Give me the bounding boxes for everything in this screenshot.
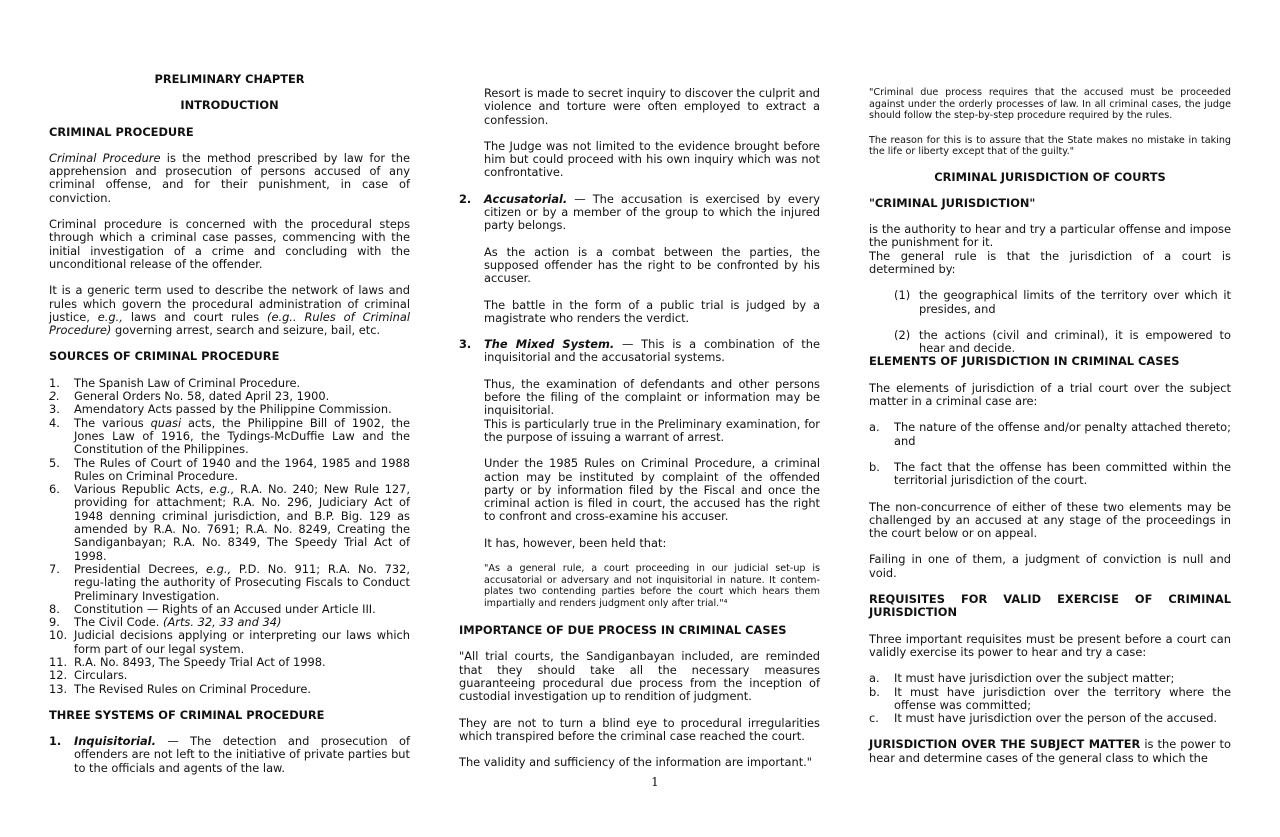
column-right <box>869 87 1231 778</box>
quote-general-rule: "As a general rule, a court proceeding in our judicial set-up is accusatorial or adversary and not inquisitorial in nature. It contem-plates two contending parties before the court which hears them impartially and renders judgment only after trial."⁴ <box>484 563 820 609</box>
page-number: 1 <box>651 775 659 789</box>
heading-elements: ELEMENTS OF JURISDICTION IN CRIMINAL CASES <box>869 354 1180 369</box>
list-item: 9. The Civil Code. (Arts. 32, 33 and 34) <box>49 615 282 630</box>
heading-requisites: REQUISITES FOR VALID EXERCISE OF CRIMINAL JURISDICTION <box>869 592 1231 620</box>
list-item: (1) the geographical limits of the territory over which it presides, and <box>894 288 1231 316</box>
list-item: 6. Various Republic Acts, e.g., R.A. No. 240; New Rule 127, providing for attachment; R.A. No. 296, Judiciary Act of 1948 denning criminal jurisdiction, and B.P. Big. 129 as amended by R.A. No. 7691; R.A. No. 8249, Creating the Sandiganbayan; R.A. No. 8349, The Speedy Trial Act of 1998. <box>49 482 410 563</box>
column-left <box>49 73 410 788</box>
paragraph-non-concurrence: The non-concurrence of either of these two elements may be challenged by an accused at any stage of the proceedings in the court below or on appeal. <box>869 499 1231 541</box>
system-mixed: 3. The Mixed System. — This is a combination of the inquisitorial and the accusatorial systems. <box>459 337 820 365</box>
list-item: 2. General Orders No. 58, dated April 23, 1900. <box>49 389 330 404</box>
list-item: 3. Amendatory Acts passed by the Philippine Commission. <box>49 402 392 417</box>
list-item: c. It must have jurisdiction over the person of the accused. <box>869 711 1218 726</box>
heading-criminal-jurisdiction-courts: CRIMINAL JURISDICTION OF COURTS <box>934 169 1166 184</box>
quote-due-process: "Criminal due process requires that the accused must be proceeded against under the orderly processes of law. In all criminal cases, the judge should follow the step-by-step procedure required by the rules. <box>869 87 1231 121</box>
column-middle <box>459 87 820 782</box>
requisites-list <box>869 672 1231 725</box>
heading-criminal-jurisdiction: "CRIMINAL JURISDICTION" <box>869 195 1036 210</box>
sources-list <box>49 377 410 696</box>
list-item: a. The nature of the offense and/or penalty attached thereto; and <box>869 420 1231 448</box>
paragraph-held-that: It has, however, been held that: <box>484 535 667 550</box>
paragraph-procedural-steps: Criminal procedure is concerned with the procedural steps through which a criminal case passes, commencing with the initial investigation of a crime and concluding with the unconditional release of the offender. <box>49 217 410 271</box>
list-item: (2) the actions (civil and criminal), it is empowered to hear and decide. <box>894 327 1231 356</box>
paragraph-examination: Thus, the examination of defendants and other persons before the filing of the complaint or information may be inquisitorial. This is particularly true in the Preliminary examination, for the purpose of issuing a warrant of arrest. <box>484 376 820 444</box>
list-item: 5. The Rules of Court of 1940 and the 1964, 1985 and 1988 Rules on Criminal Procedure. <box>49 455 410 483</box>
system-inquisitorial: 1. Inquisitorial. — The detection and prosecution of offenders are not left to the initiative of private parties but to the officials and agents of the law. <box>49 734 410 775</box>
paragraph-subject-matter: JURISDICTION OVER THE SUBJECT MATTER is the power to hear and determine cases of the general class to which the <box>869 737 1231 765</box>
list-item: 1. The Spanish Law of Criminal Procedure. <box>49 375 301 390</box>
list-item: 12. Circulars. <box>49 668 128 683</box>
list-item: 4. The various quasi acts, the Philippine Bill of 1902, the Jones Law of 1916, the Tydings-McDuffie Law and the Constitution of the Philippines. <box>49 415 411 457</box>
list-item: 13. The Revised Rules on Criminal Procedure. <box>49 681 311 696</box>
paragraph-judge: The Judge was not limited to the evidence brought before him but could proceed with his own inquiry which was not confrontative. <box>484 138 820 180</box>
list-item: 7. Presidential Decrees, e.g., P.D. No. 911; R.A. No. 732, regu-lating the authority of Prosecuting Fiscals to Conduct Preliminary Investigation. <box>49 561 411 603</box>
heading-criminal-procedure: CRIMINAL PROCEDURE <box>49 124 194 139</box>
system-accusatorial: 2. Accusatorial. — The accusation is exercised by every citizen or by a member of the group to which the injured party belongs. <box>459 191 820 233</box>
paragraph-generic-term: It is a generic term used to describe the network of laws and rules which govern the procedural administration of criminal justice, e.g., laws and court rules (e.g.. Rules of Criminal Procedure) governing arrest, search and seizure, bail, etc. <box>49 283 410 338</box>
paragraph-battle: The battle in the form of a public trial is judged by a magistrate who renders the verdict. <box>484 297 820 325</box>
list-item: a. It must have jurisdiction over the subject matter; <box>869 671 1175 686</box>
paragraph-authority: is the authority to hear and try a particular offense and impose the punishment for it. The general rule is that the jurisdiction of a court is determined by: <box>869 222 1231 276</box>
list-item: b. The fact that the offense has been committed within the territorial jurisdiction of the court. <box>869 459 1231 488</box>
paragraph-trial-courts: "All trial courts, the Sandiganbayan included, are reminded that they should take all the necessary measures guaranteeing procedural due process from the inception of custodial investigation up to rendition of judgment. <box>459 649 820 704</box>
heading-due-process: IMPORTANCE OF DUE PROCESS IN CRIMINAL CASES <box>459 623 787 638</box>
jurisdiction-rules-list <box>869 289 1231 355</box>
paragraph-1985-rules: Under the 1985 Rules on Criminal Procedure, a criminal action may be instituted by complaint of the offended party or by information filed by the Fiscal and once the criminal action is filed in court, the accused has the right to confront and cross-examine his accuser. <box>484 456 820 524</box>
quote-reason: The reason for this is to assure that the State makes no mistake in taking the life or liberty except that of the guilty." <box>869 134 1231 157</box>
heading-sources: SOURCES OF CRIMINAL PROCEDURE <box>49 349 280 364</box>
paragraph-requisites: Three important requisites must be present before a court can validly exercise its power to hear and try a case: <box>869 631 1231 659</box>
chapter-title: PRELIMINARY CHAPTER <box>154 72 305 86</box>
list-item: 11. R.A. No. 8493, The Speedy Trial Act of 1998. <box>49 654 326 669</box>
paragraph-blind-eye: They are not to turn a blind eye to procedural irregularities which transpired before the criminal case reached the court. <box>459 715 820 743</box>
list-item: 10. Judicial decisions applying or interpreting our laws which form part of our legal system. <box>49 628 410 656</box>
list-item: b. It must have jurisdiction over the territory where the offense was committed; <box>869 684 1231 712</box>
paragraph-elements: The elements of jurisdiction of a trial court over the subject matter in a criminal case are: <box>869 380 1231 409</box>
paragraph-definition: Criminal Procedure is the method prescribed by law for the apprehension and prosecution of persons accused of any criminal offense, and for their punishment, in case of conviction. <box>49 150 410 205</box>
paragraph-secret-inquiry: Resort is made to secret inquiry to discover the culprit and violence and torture were often employed to extract a confession. <box>484 86 820 127</box>
paragraph-validity: The validity and sufficiency of the information are important." <box>459 755 813 770</box>
introduction-title: INTRODUCTION <box>180 98 279 113</box>
paragraph-combat: As the action is a combat between the parties, the supposed offender has the right to be confronted by his accuser. <box>484 244 820 286</box>
paragraph-failing: Failing in one of them, a judgment of conviction is null and void. <box>869 552 1231 580</box>
heading-three-systems: THREE SYSTEMS OF CRIMINAL PROCEDURE <box>49 707 325 722</box>
list-item: 8. Constitution — Rights of an Accused under Article III. <box>49 601 376 616</box>
elements-list <box>869 421 1231 487</box>
